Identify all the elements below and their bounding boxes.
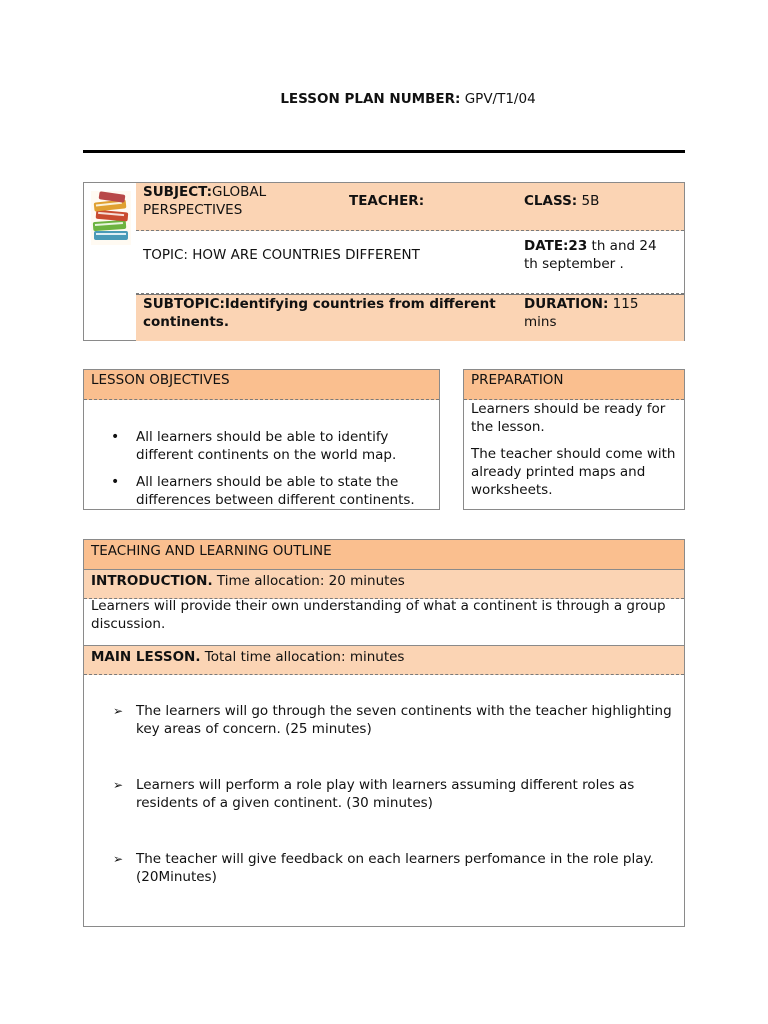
plan-number-label: LESSON PLAN NUMBER: xyxy=(280,91,461,107)
preparation-heading: PREPARATION xyxy=(471,372,564,388)
subject-cell xyxy=(143,183,333,219)
plan-number-value: GPV/T1/04 xyxy=(460,91,536,107)
books-icon xyxy=(91,191,131,245)
objectives-box xyxy=(83,369,440,510)
lesson-info-box xyxy=(83,182,685,341)
main-lesson-item: ➢ The teacher will give feedback on each learners perfomance in the role play. (20Minutes) xyxy=(136,850,676,886)
outline-box xyxy=(83,539,685,927)
duration-label: DURATION: xyxy=(524,296,609,312)
date-label: DATE:23 xyxy=(524,238,588,254)
subtopic-text: SUBTOPIC:Identifying countries from different continents. xyxy=(143,296,496,330)
objectives-heading: LESSON OBJECTIVES xyxy=(91,372,230,388)
topic-text: TOPIC: HOW ARE COUNTRIES DIFFERENT xyxy=(143,247,420,263)
lesson-plan-title xyxy=(0,91,768,107)
main-lesson-item: ➢ Learners will perform a role play with learners assuming different roles as residents of a given continent. (30 minutes) xyxy=(136,776,676,812)
introduction-time: Time allocation: 20 minutes xyxy=(212,573,405,589)
preparation-item: Learners should be ready for the lesson. xyxy=(471,401,666,435)
date-value: th and 24 th september . xyxy=(524,238,657,272)
preparation-box xyxy=(463,369,685,510)
main-lesson-row xyxy=(84,646,684,675)
introduction-row xyxy=(84,570,684,599)
objective-item: • All learners should be able to state the differences between different continents. xyxy=(136,473,436,509)
outline-header xyxy=(84,540,684,570)
main-lesson-heading xyxy=(91,648,404,666)
class-cell xyxy=(524,192,599,210)
introduction-label: INTRODUCTION. xyxy=(91,573,213,589)
introduction-text: Learners will provide their own understanding of what a continent is through a group discussion. xyxy=(91,598,666,632)
main-lesson-item: ➢ The learners will go through the seven continents with the teacher highlighting key areas of concern. (25 minutes) xyxy=(136,702,676,738)
preparation-item: The teacher should come with already printed maps and worksheets. xyxy=(471,446,676,498)
outline-heading: TEACHING AND LEARNING OUTLINE xyxy=(91,543,332,559)
class-label: CLASS: xyxy=(524,193,578,209)
info-row-topic xyxy=(136,231,684,294)
introduction-content xyxy=(84,599,684,646)
class-value: 5B xyxy=(577,193,600,209)
date-cell xyxy=(524,237,674,273)
subject-label: SUBJECT: xyxy=(143,184,212,200)
main-lesson-label: MAIN LESSON. xyxy=(91,649,201,665)
objectives-header xyxy=(84,370,439,400)
introduction-heading xyxy=(91,572,405,590)
duration-value: 115 mins xyxy=(524,296,639,330)
info-row-subject xyxy=(136,183,684,231)
objective-item: • All learners should be able to identify different continents on the world map. xyxy=(136,428,436,464)
teacher-label: TEACHER: xyxy=(349,193,425,209)
subject-value: GLOBAL PERSPECTIVES xyxy=(143,184,267,218)
duration-cell xyxy=(524,295,674,331)
main-lesson-time: Total time allocation: minutes xyxy=(200,649,405,665)
title-rule xyxy=(83,150,685,153)
info-row-subtopic xyxy=(136,294,684,341)
preparation-header xyxy=(464,370,684,400)
